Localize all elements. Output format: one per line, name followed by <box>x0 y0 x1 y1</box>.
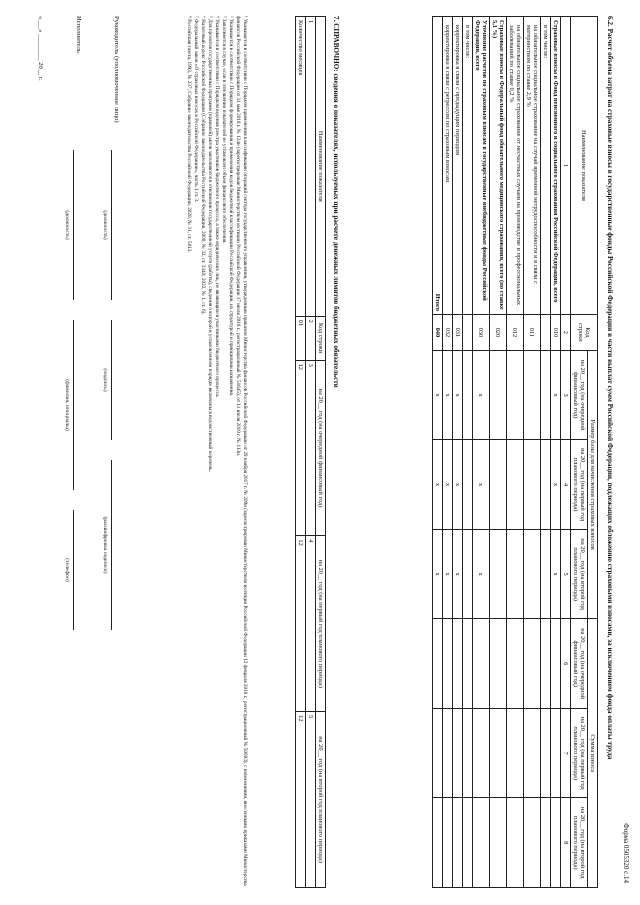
row-value <box>507 529 524 619</box>
row-value <box>463 619 473 709</box>
total-row <box>433 17 443 888</box>
cap-position: (должность) <box>102 210 108 240</box>
table-row <box>490 17 507 888</box>
cap-exec-position: (должность) <box>64 210 70 240</box>
column-number: 2 <box>561 314 571 350</box>
col-header-4: на 20__ год (на первый год планового периода) <box>571 440 588 530</box>
row-name: корректировка в связи с регрессом по страховым взносам <box>443 17 453 315</box>
exec-name-line <box>73 320 74 490</box>
row-value <box>490 350 507 440</box>
table-row <box>443 17 453 888</box>
row-value <box>463 529 473 619</box>
row-value <box>507 798 524 888</box>
col-header-5: на 20__ год (на второй год планового периода) <box>316 712 326 888</box>
column-number: 8 <box>561 798 571 888</box>
row-value <box>551 619 561 709</box>
footnote: ⁷ Федеральный закон «О страховых взносах в Российской Федерации», часть 1 ст. 3. <box>192 16 199 203</box>
row-code: 011 <box>524 314 541 350</box>
row-value <box>490 619 507 709</box>
row-value <box>524 440 541 530</box>
row-name: Страховые взносы в Федеральный фонд обязательного медицинского страхования, всего (по ставке 5,1 %) <box>490 17 507 315</box>
row-name: в том числе: <box>463 17 473 315</box>
row-value: x <box>473 440 490 530</box>
row-value <box>473 708 490 798</box>
footnote: ⁸ Российская газета, 1993, № 237; Собрание законодательства Российской Федерации, 2020, № 31, ст. 5013. <box>185 16 192 253</box>
col-header-name: Наименование показателя <box>316 17 326 317</box>
column-number: 5 <box>306 712 316 888</box>
row-code: 01 <box>296 316 306 360</box>
row-code <box>541 314 551 350</box>
row-name: Количество месяцев <box>296 17 306 317</box>
cap-exec-phone: (телефон) <box>64 558 70 582</box>
row-code: 031 <box>453 314 463 350</box>
row-value <box>524 619 541 709</box>
group-header-sum: Сумма взноса <box>588 619 598 888</box>
reference-indicators-table <box>295 16 326 888</box>
table-row <box>463 17 473 888</box>
head-name-line <box>111 460 112 630</box>
footnote: ⁶ Налоговый кодекс Российской Федерации (Собрание законодательства Российской Федерации, 2000, № 32, ст. 3340; 2022, № 1, ст. 6). <box>199 16 206 315</box>
col-header-name: Наименование показателя <box>571 17 598 315</box>
row-value <box>541 708 551 798</box>
row-value <box>443 708 453 798</box>
row-value <box>443 798 453 888</box>
total-value: x <box>433 350 443 440</box>
row-value <box>524 529 541 619</box>
cap-name: (расшифровка подписи) <box>102 516 108 574</box>
column-number: 4 <box>306 536 316 712</box>
head-label: Руководитель (уполномоченное лицо) <box>113 16 120 123</box>
row-value <box>490 798 507 888</box>
head-signature-line <box>111 320 112 440</box>
row-value <box>541 440 551 530</box>
row-value: 12 <box>296 360 306 536</box>
total-value <box>433 798 443 888</box>
form-code: Форма 0505320 с.14 <box>622 823 630 883</box>
row-value: x <box>473 529 490 619</box>
cap-exec-fio: (фамилия, инициалы) <box>64 379 70 431</box>
column-numbers-row <box>306 17 316 888</box>
insurance-contributions-table <box>432 16 598 888</box>
column-number: 6 <box>561 619 571 709</box>
col-header-5: на 20__ год (на второй год планового периода) <box>571 529 588 619</box>
total-value <box>433 708 443 798</box>
column-number: 1 <box>306 17 316 317</box>
row-name: на обязательное социальное страхование на случай временной нетрудоспособности и в связи с материнством по ставке 2,9 % <box>524 17 541 315</box>
reference-section-title: 7. СПРАВОЧНО: сведения о показателях, используемых при расчете денежных лимитов бюджетных обязательств <box>332 16 340 388</box>
row-value: x <box>453 529 463 619</box>
column-number: 5 <box>561 529 571 619</box>
row-value <box>524 708 541 798</box>
row-value <box>473 619 490 709</box>
signature-date: «___» ________ 20__ г. <box>37 16 44 81</box>
col-header-4: на 20__ год (на первый год планового периода) <box>316 536 326 712</box>
col-header-code: Код строки <box>571 314 598 350</box>
row-value <box>507 708 524 798</box>
row-name: Уточнение расчетов по страховым взносам в государственные внебюджетные фонды Российской Федерации, всего <box>473 17 490 315</box>
row-code: 030 <box>473 314 490 350</box>
column-number: 7 <box>561 708 571 798</box>
row-value: x <box>453 440 463 530</box>
col-header-3: на 20__ год (на очередной финансовый год) <box>571 350 588 440</box>
row-value: x <box>473 350 490 440</box>
row-value <box>541 798 551 888</box>
col-header-8: на 20__ год (на второй год планового периода) <box>571 798 588 888</box>
footnotes <box>185 16 248 886</box>
row-value <box>453 798 463 888</box>
footnote: ¹ Указывается в соответствии с Порядком применения классификации операций сектора государственного управления, утвержденным приказом Министерства финансов Российской Федерации от 29 ноября 2017 г. № 209н (зарегистрирован Министерством юстиции Российской Федерации 12 февраля 2018 г., регистрационный № 50003), с изменениями, внесенными приказами Министерства финансов Российской Федерации от 31 мая 2018 г. № 124н (зарегистрирован Министерством юстиции Российской Федерации 17 июля 2018 г., регистрационный № 51645), от 11 июля 2019 г. № 113н. <box>235 16 248 886</box>
footnote: ² Указывается в соответствии с Порядком формирования и применения кодов бюджетной классификации Российской Федерации, их структурой и принципами назначения. <box>228 16 235 397</box>
row-value: x <box>551 350 561 440</box>
row-value <box>453 708 463 798</box>
row-code: 020 <box>490 314 507 350</box>
row-code: 012 <box>507 314 524 350</box>
col-header-7: на 20__ год (на первый год планового периода) <box>571 708 588 798</box>
row-value <box>524 798 541 888</box>
row-value <box>443 619 453 709</box>
row-value <box>473 798 490 888</box>
row-name: в том числе: <box>541 17 551 315</box>
footnote: ⁴ Указывается в соответствии с Порядком ведения реестра участников бюджетного процесса, а также юридических лиц, не являющихся участниками бюджетного процесса. <box>214 16 221 398</box>
row-value <box>507 350 524 440</box>
table-row <box>551 17 561 888</box>
footnote: ⁵ Для проектов государственных программ (правовой) актов заполняются в отношении государственной услуги (работы), сведения о которой в установленном порядке включены в ведомственный перечень. <box>207 16 214 472</box>
row-value: x <box>443 350 453 440</box>
row-value: 12 <box>296 712 306 888</box>
row-value <box>490 440 507 530</box>
table-row <box>524 17 541 888</box>
row-name: на обязательное социальное страхование от несчастных случаев на производстве и профессиональных заболеваний по ставке 0,2 % <box>507 17 524 315</box>
executor-label: Исполнитель <box>75 16 82 53</box>
column-number: 1 <box>561 17 571 315</box>
table-header-row <box>316 17 326 888</box>
total-label: Итого <box>433 17 443 315</box>
row-value <box>541 529 551 619</box>
column-number: 3 <box>306 360 316 536</box>
row-value <box>453 619 463 709</box>
total-value: x <box>433 440 443 530</box>
row-value <box>463 440 473 530</box>
row-code <box>463 314 473 350</box>
row-value <box>551 708 561 798</box>
col-header-code: Код строки <box>316 316 326 360</box>
row-value <box>541 350 551 440</box>
row-value <box>490 708 507 798</box>
section-title: 6.2. Расчет объема затрат на страховые взносы в государственные фонды Российской Федерации в части выплат сумм Российской Федерации, подлежащих обложению страховыми взносами, за исключением фонда оплаты труда <box>606 16 614 760</box>
row-value: x <box>443 440 453 530</box>
col-header-3: на 20__ год (на очередной финансовый год) <box>316 360 326 536</box>
row-value <box>507 440 524 530</box>
row-value: x <box>453 350 463 440</box>
table-row <box>541 17 551 888</box>
col-header-6: на 20__ год (на очередной финансовый год) <box>571 619 588 709</box>
footnote: ³ Заполняется в случае, если в отношении показателей не установлен объем финансового обеспечения. <box>221 16 228 244</box>
exec-phone-line <box>73 510 74 630</box>
row-value <box>490 529 507 619</box>
row-value <box>463 708 473 798</box>
table-body <box>296 17 306 888</box>
row-value: x <box>443 529 453 619</box>
row-value <box>507 619 524 709</box>
row-value <box>463 350 473 440</box>
exec-position-line <box>73 150 74 300</box>
table-header-row <box>588 17 598 888</box>
row-value <box>541 619 551 709</box>
row-code: 010 <box>551 314 561 350</box>
row-value: x <box>551 440 561 530</box>
table-row <box>473 17 490 888</box>
total-value <box>433 619 443 709</box>
column-number: 2 <box>306 316 316 360</box>
table-row <box>507 17 524 888</box>
group-header-base: Размер базы для начисления страховых взносов <box>588 350 598 619</box>
row-value <box>551 798 561 888</box>
row-name: корректировка в связи с предыдущим периодом <box>453 17 463 315</box>
column-number: 3 <box>561 350 571 440</box>
row-code: 032 <box>443 314 453 350</box>
column-numbers-row <box>561 17 571 888</box>
total-code: 040 <box>433 314 443 350</box>
row-value <box>463 798 473 888</box>
head-position-line <box>111 150 112 300</box>
table-row <box>453 17 463 888</box>
table-body <box>433 17 561 888</box>
row-value: 12 <box>296 536 306 712</box>
row-value <box>524 350 541 440</box>
cap-signature: (подпись) <box>102 368 108 392</box>
row-name: Страховые взносы в Фонд пенсионного и социального страхования Российской Федерации, всего <box>551 17 561 315</box>
table-row <box>296 17 306 888</box>
row-value: x <box>551 529 561 619</box>
column-number: 4 <box>561 440 571 530</box>
total-value: x <box>433 529 443 619</box>
